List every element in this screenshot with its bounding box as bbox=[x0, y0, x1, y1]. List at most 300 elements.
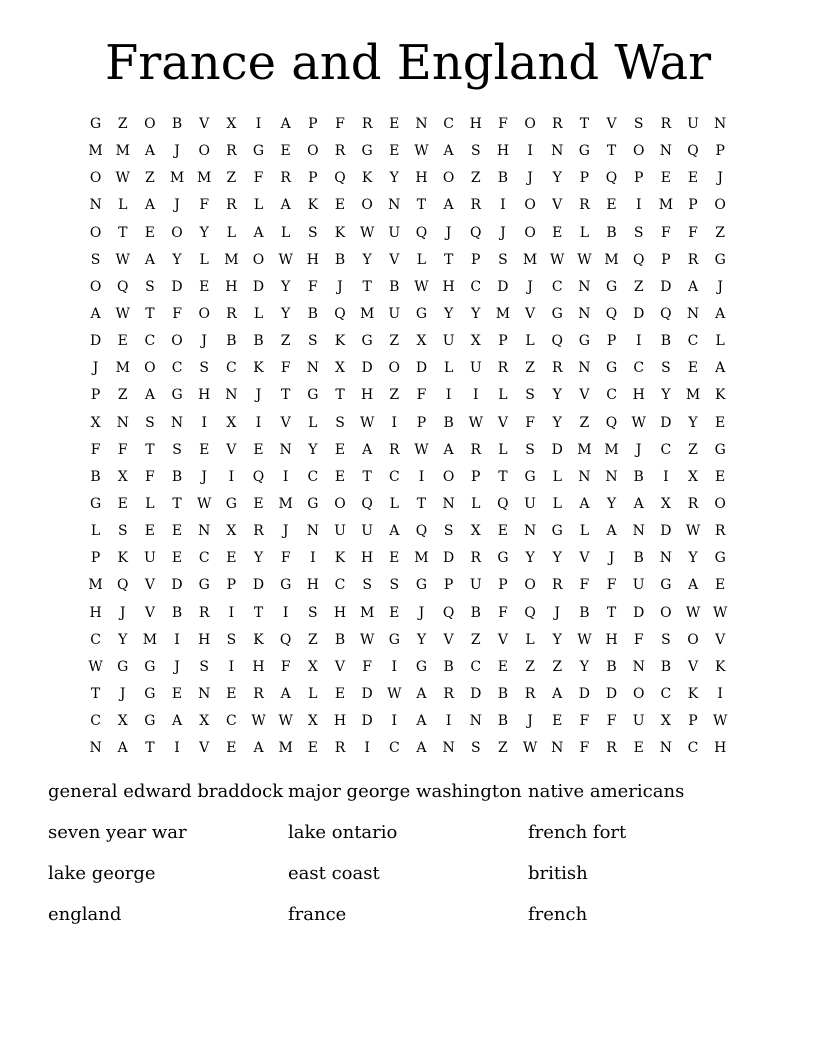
grid-letter: W bbox=[414, 441, 429, 458]
grid-letter: O bbox=[524, 116, 536, 133]
grid-letter: P bbox=[633, 170, 644, 187]
grid-row bbox=[82, 138, 734, 165]
grid-letter: Y bbox=[552, 550, 562, 567]
grid-letter: O bbox=[714, 197, 726, 214]
grid-letter: J bbox=[92, 360, 99, 377]
grid-letter: B bbox=[171, 116, 183, 133]
grid-letter: R bbox=[389, 441, 400, 458]
grid-letter: O bbox=[307, 143, 319, 160]
grid-letter: T bbox=[498, 468, 508, 485]
grid-letter: X bbox=[117, 468, 128, 485]
grid-letter: J bbox=[445, 224, 452, 241]
grid-letter: S bbox=[389, 577, 400, 594]
grid-letter: E bbox=[552, 713, 563, 730]
grid-letter: Z bbox=[552, 658, 563, 675]
grid-letter: S bbox=[661, 631, 671, 648]
grid-row bbox=[82, 328, 734, 355]
grid-letter: A bbox=[90, 306, 101, 323]
grid-letter: I bbox=[228, 658, 235, 675]
grid-letter: S bbox=[117, 523, 128, 540]
grid-letter: W bbox=[685, 523, 701, 540]
grid-letter: A bbox=[416, 740, 427, 757]
grid-letter: Z bbox=[117, 116, 128, 133]
grid-letter: S bbox=[199, 658, 209, 675]
grid-letter: J bbox=[635, 441, 642, 458]
grid-letter: N bbox=[306, 523, 319, 540]
grid-letter: F bbox=[579, 577, 590, 594]
grid-letter: S bbox=[308, 604, 318, 621]
grid-letter: H bbox=[198, 387, 211, 404]
grid-letter: F bbox=[606, 577, 617, 594]
grid-letter: V bbox=[552, 197, 563, 214]
grid-letter: T bbox=[253, 604, 264, 621]
grid-letter: O bbox=[198, 306, 210, 323]
grid-letter: N bbox=[659, 740, 672, 757]
grid-letter: C bbox=[388, 468, 400, 485]
grid-letter: B bbox=[497, 713, 509, 730]
grid-letter: D bbox=[171, 278, 183, 295]
grid-letter: S bbox=[362, 577, 372, 594]
grid-letter: E bbox=[633, 740, 644, 757]
grid-row bbox=[82, 654, 734, 681]
grid-letter: G bbox=[89, 116, 102, 133]
grid-letter: Y bbox=[552, 631, 562, 648]
grid-letter: O bbox=[198, 143, 210, 160]
grid-letter: F bbox=[416, 387, 427, 404]
grid-letter: I bbox=[391, 414, 398, 431]
word-list-item: england bbox=[48, 904, 122, 925]
grid-letter: T bbox=[145, 441, 155, 458]
grid-letter: A bbox=[144, 197, 155, 214]
grid-letter: D bbox=[605, 686, 618, 703]
grid-letter: T bbox=[579, 116, 590, 133]
grid-letter: G bbox=[307, 496, 319, 513]
grid-letter: D bbox=[551, 441, 563, 458]
grid-letter: R bbox=[579, 197, 590, 214]
grid-letter: Q bbox=[116, 278, 129, 295]
grid-letter: U bbox=[687, 116, 699, 133]
grid-row bbox=[82, 165, 734, 192]
grid-letter: E bbox=[389, 116, 400, 133]
grid-letter: D bbox=[171, 577, 183, 594]
grid-row bbox=[82, 247, 734, 274]
word-list-item: native americans bbox=[528, 781, 685, 802]
grid-letter: H bbox=[469, 116, 482, 133]
grid-letter: I bbox=[445, 713, 452, 730]
grid-letter: K bbox=[117, 550, 128, 567]
grid-letter: M bbox=[88, 143, 103, 160]
grid-letter: O bbox=[632, 686, 645, 703]
grid-letter: S bbox=[470, 740, 481, 757]
grid-letter: M bbox=[685, 387, 701, 404]
grid-letter: I bbox=[201, 414, 207, 431]
grid-letter: G bbox=[551, 306, 563, 323]
grid-letter: Q bbox=[605, 170, 618, 187]
grid-letter: N bbox=[225, 387, 238, 404]
grid-letter: G bbox=[714, 550, 726, 567]
grid-letter: K bbox=[307, 197, 319, 214]
grid-letter: Z bbox=[470, 170, 481, 187]
grid-letter: Y bbox=[308, 441, 318, 458]
grid-letter: J bbox=[527, 278, 533, 295]
grid-letter: E bbox=[606, 197, 617, 214]
grid-letter: L bbox=[308, 414, 318, 431]
grid-row bbox=[82, 708, 734, 735]
grid-letter: Z bbox=[117, 387, 128, 404]
grid-row bbox=[82, 382, 734, 409]
grid-letter: S bbox=[498, 251, 508, 268]
grid-letter: E bbox=[334, 441, 346, 458]
grid-letter: R bbox=[443, 686, 454, 703]
grid-letter: L bbox=[443, 360, 454, 377]
grid-letter: J bbox=[418, 604, 425, 621]
grid-row bbox=[82, 491, 734, 518]
grid-letter: U bbox=[361, 523, 374, 540]
grid-letter: C bbox=[470, 658, 482, 675]
grid-letter: G bbox=[578, 333, 590, 350]
grid-letter: B bbox=[307, 306, 318, 323]
grid-letter: Z bbox=[715, 224, 726, 241]
grid-letter: Z bbox=[525, 360, 535, 377]
grid-letter: J bbox=[119, 604, 126, 621]
grid-letter: A bbox=[579, 496, 590, 513]
grid-row bbox=[82, 572, 734, 599]
grid-letter: Q bbox=[279, 631, 292, 648]
grid-letter: C bbox=[470, 278, 482, 295]
grid-letter: S bbox=[633, 224, 644, 241]
grid-letter: H bbox=[605, 631, 618, 648]
grid-letter: M bbox=[278, 496, 293, 513]
grid-letter: X bbox=[416, 333, 427, 350]
grid-letter: K bbox=[714, 658, 726, 675]
grid-letter: T bbox=[145, 740, 155, 757]
grid-letter: Q bbox=[334, 170, 346, 187]
grid-letter: M bbox=[359, 604, 375, 621]
grid-letter: N bbox=[659, 143, 672, 160]
grid-letter: T bbox=[172, 496, 182, 513]
grid-letter: O bbox=[388, 360, 401, 377]
grid-letter: P bbox=[498, 577, 508, 594]
grid-letter: F bbox=[145, 468, 155, 485]
grid-letter: I bbox=[228, 604, 235, 621]
grid-letter: A bbox=[687, 577, 699, 594]
grid-letter: F bbox=[661, 224, 671, 241]
grid-letter: R bbox=[226, 197, 237, 214]
grid-letter: A bbox=[253, 740, 264, 757]
word-list-item: british bbox=[528, 863, 588, 884]
grid-letter: E bbox=[389, 604, 400, 621]
grid-letter: O bbox=[171, 224, 183, 241]
grid-letter: X bbox=[199, 713, 210, 730]
grid-letter: Q bbox=[252, 468, 265, 485]
grid-letter: F bbox=[335, 116, 345, 133]
grid-letter: J bbox=[554, 604, 561, 621]
grid-letter: W bbox=[115, 170, 130, 187]
grid-letter: H bbox=[225, 278, 238, 295]
grid-letter: M bbox=[359, 306, 375, 323]
word-list-item: french bbox=[528, 904, 588, 925]
grid-letter: W bbox=[88, 658, 103, 675]
grid-letter: V bbox=[715, 631, 726, 648]
grid-letter: P bbox=[471, 251, 481, 268]
grid-letter: B bbox=[606, 658, 617, 675]
grid-letter: C bbox=[226, 360, 237, 377]
grid-row bbox=[82, 545, 734, 572]
grid-letter: Y bbox=[471, 306, 481, 323]
grid-letter: Z bbox=[579, 414, 590, 431]
grid-letter: F bbox=[172, 306, 182, 323]
grid-letter: D bbox=[660, 278, 672, 295]
grid-letter: Y bbox=[389, 170, 399, 187]
grid-letter: F bbox=[199, 197, 210, 214]
grid-letter: G bbox=[388, 631, 400, 648]
grid-letter: Y bbox=[552, 414, 562, 431]
grid-letter: M bbox=[414, 550, 429, 567]
grid-letter: G bbox=[551, 523, 563, 540]
grid-letter: A bbox=[280, 197, 291, 214]
grid-letter: D bbox=[361, 686, 373, 703]
grid-letter: J bbox=[717, 278, 723, 295]
grid-letter: Y bbox=[199, 224, 209, 241]
grid-letter: V bbox=[144, 577, 155, 594]
grid-letter: X bbox=[226, 414, 237, 431]
grid-letter: V bbox=[199, 116, 210, 133]
grid-letter: G bbox=[361, 143, 373, 160]
grid-letter: D bbox=[252, 577, 265, 594]
grid-letter: F bbox=[253, 170, 264, 187]
grid-letter: Z bbox=[389, 387, 400, 404]
grid-letter: N bbox=[551, 143, 564, 160]
grid-letter: J bbox=[174, 658, 180, 675]
grid-row bbox=[82, 410, 734, 437]
grid-letter: F bbox=[579, 713, 590, 730]
grid-letter: L bbox=[552, 468, 562, 485]
grid-letter: B bbox=[389, 278, 400, 295]
grid-letter: M bbox=[88, 577, 103, 594]
grid-letter: V bbox=[443, 631, 454, 648]
grid-letter: W bbox=[278, 251, 293, 268]
grid-letter: W bbox=[359, 631, 375, 648]
grid-letter: L bbox=[389, 496, 399, 513]
grid-letter: Z bbox=[470, 631, 481, 648]
grid-letter: S bbox=[308, 333, 318, 350]
grid-letter: W bbox=[359, 414, 375, 431]
grid-letter: E bbox=[687, 170, 699, 187]
grid-letter: V bbox=[226, 441, 237, 458]
grid-letter: P bbox=[90, 550, 101, 567]
grid-letter: L bbox=[715, 333, 725, 350]
grid-letter: L bbox=[552, 496, 562, 513]
grid-letter: O bbox=[660, 604, 672, 621]
grid-letter: I bbox=[228, 468, 235, 485]
grid-letter: N bbox=[116, 414, 129, 431]
grid-letter: Y bbox=[281, 278, 291, 295]
grid-letter: Q bbox=[551, 333, 563, 350]
grid-letter: R bbox=[551, 577, 563, 594]
word-list-item: lake ontario bbox=[288, 822, 398, 843]
grid-row bbox=[82, 518, 734, 545]
grid-letter: X bbox=[307, 658, 318, 675]
grid-letter: C bbox=[687, 333, 699, 350]
grid-letter: B bbox=[470, 604, 481, 621]
grid-letter: K bbox=[361, 170, 373, 187]
grid-letter: N bbox=[442, 740, 455, 757]
grid-letter: A bbox=[606, 523, 617, 540]
grid-letter: S bbox=[335, 414, 345, 431]
grid-letter: V bbox=[606, 116, 617, 133]
grid-letter: Y bbox=[172, 251, 182, 268]
grid-letter: A bbox=[144, 251, 155, 268]
grid-letter: T bbox=[90, 686, 101, 703]
grid-letter: W bbox=[468, 414, 483, 431]
grid-letter: D bbox=[497, 278, 509, 295]
grid-letter: I bbox=[391, 713, 398, 730]
grid-letter: W bbox=[712, 713, 728, 730]
grid-letter: Y bbox=[362, 251, 372, 268]
grid-letter: C bbox=[660, 686, 672, 703]
grid-letter: R bbox=[606, 740, 617, 757]
grid-letter: T bbox=[118, 224, 128, 241]
grid-letter: N bbox=[415, 116, 428, 133]
grid-letter: M bbox=[522, 251, 538, 268]
grid-letter: A bbox=[715, 360, 726, 377]
grid-letter: E bbox=[389, 143, 400, 160]
grid-letter: O bbox=[361, 197, 373, 214]
grid-letter: O bbox=[524, 224, 536, 241]
grid-letter: M bbox=[495, 306, 511, 323]
grid-letter: U bbox=[469, 577, 482, 594]
grid-letter: G bbox=[605, 278, 618, 295]
word-list-item: seven year war bbox=[48, 822, 187, 843]
grid-letter: I bbox=[418, 468, 425, 485]
grid-letter: L bbox=[579, 523, 590, 540]
grid-letter: J bbox=[255, 387, 262, 404]
grid-letter: I bbox=[717, 686, 723, 703]
grid-letter: P bbox=[688, 197, 698, 214]
grid-letter: Y bbox=[606, 496, 617, 513]
grid-letter: R bbox=[280, 170, 291, 187]
grid-letter: B bbox=[171, 468, 183, 485]
grid-row bbox=[82, 464, 734, 491]
grid-letter: N bbox=[632, 523, 645, 540]
grid-letter: V bbox=[579, 387, 590, 404]
grid-letter: F bbox=[280, 550, 291, 567]
grid-letter: W bbox=[197, 496, 212, 513]
grid-letter: B bbox=[226, 333, 237, 350]
grid-letter: I bbox=[473, 387, 479, 404]
grid-letter: F bbox=[633, 631, 644, 648]
grid-letter: G bbox=[714, 441, 726, 458]
grid-letter: J bbox=[119, 686, 126, 703]
grid-letter: S bbox=[525, 387, 535, 404]
page-title: France and England War bbox=[104, 35, 712, 91]
grid-letter: Y bbox=[579, 658, 590, 675]
grid-letter: F bbox=[117, 441, 128, 458]
grid-row bbox=[82, 301, 734, 328]
grid-letter: R bbox=[687, 496, 699, 513]
grid-letter: I bbox=[663, 468, 669, 485]
grid-letter: D bbox=[660, 414, 672, 431]
grid-letter: I bbox=[174, 740, 180, 757]
grid-letter: J bbox=[282, 523, 289, 540]
grid-letter: W bbox=[577, 631, 592, 648]
grid-letter: F bbox=[280, 360, 291, 377]
grid-letter: X bbox=[90, 414, 101, 431]
grid-row bbox=[82, 220, 734, 247]
grid-letter: M bbox=[142, 631, 158, 648]
grid-letter: G bbox=[415, 306, 428, 323]
grid-letter: E bbox=[497, 523, 509, 540]
grid-letter: F bbox=[579, 740, 590, 757]
grid-letter: Q bbox=[524, 604, 536, 621]
grid-letter: O bbox=[687, 631, 699, 648]
grid-letter: C bbox=[551, 278, 563, 295]
grid-letter: G bbox=[605, 360, 618, 377]
grid-letter: Y bbox=[281, 306, 291, 323]
grid-letter: N bbox=[198, 686, 211, 703]
grid-letter: J bbox=[174, 197, 180, 214]
grid-letter: X bbox=[470, 333, 481, 350]
grid-letter: E bbox=[715, 414, 726, 431]
grid-letter: N bbox=[714, 116, 727, 133]
grid-letter: I bbox=[500, 197, 506, 214]
grid-letter: D bbox=[578, 686, 590, 703]
grid-letter: C bbox=[307, 468, 319, 485]
grid-letter: Q bbox=[415, 224, 428, 241]
grid-letter: W bbox=[359, 224, 375, 241]
grid-letter: G bbox=[144, 686, 156, 703]
grid-letter: G bbox=[578, 143, 590, 160]
grid-letter: Y bbox=[661, 387, 671, 404]
grid-letter: M bbox=[577, 441, 592, 458]
grid-letter: H bbox=[333, 604, 347, 621]
grid-letter: S bbox=[308, 224, 318, 241]
grid-letter: H bbox=[89, 604, 102, 621]
grid-letter: Q bbox=[605, 306, 618, 323]
grid-letter: I bbox=[255, 116, 262, 133]
grid-letter: Y bbox=[552, 387, 562, 404]
grid-row bbox=[82, 355, 734, 382]
grid-letter: J bbox=[527, 170, 533, 187]
grid-letter: Y bbox=[552, 170, 562, 187]
grid-letter: Y bbox=[688, 550, 698, 567]
grid-letter: U bbox=[388, 224, 401, 241]
grid-letter: D bbox=[361, 713, 373, 730]
grid-letter: Q bbox=[687, 143, 699, 160]
grid-letter: A bbox=[144, 143, 155, 160]
grid-letter: I bbox=[174, 631, 180, 648]
grid-letter: N bbox=[605, 468, 618, 485]
grid-letter: H bbox=[198, 631, 211, 648]
grid-letter: Y bbox=[688, 414, 698, 431]
grid-letter: E bbox=[307, 740, 318, 757]
grid-letter: R bbox=[226, 306, 237, 323]
grid-letter: J bbox=[500, 224, 506, 241]
grid-letter: L bbox=[525, 631, 535, 648]
grid-letter: V bbox=[144, 604, 155, 621]
grid-letter: R bbox=[470, 550, 482, 567]
grid-letter: E bbox=[334, 468, 346, 485]
grid-letter: A bbox=[280, 116, 291, 133]
grid-letter: W bbox=[115, 306, 130, 323]
grid-letter: B bbox=[606, 224, 617, 241]
grid-letter: E bbox=[715, 577, 726, 594]
grid-letter: H bbox=[306, 251, 319, 268]
grid-letter: F bbox=[362, 658, 372, 675]
grid-letter: O bbox=[89, 224, 102, 241]
grid-letter: G bbox=[198, 577, 210, 594]
grid-letter: A bbox=[552, 686, 563, 703]
